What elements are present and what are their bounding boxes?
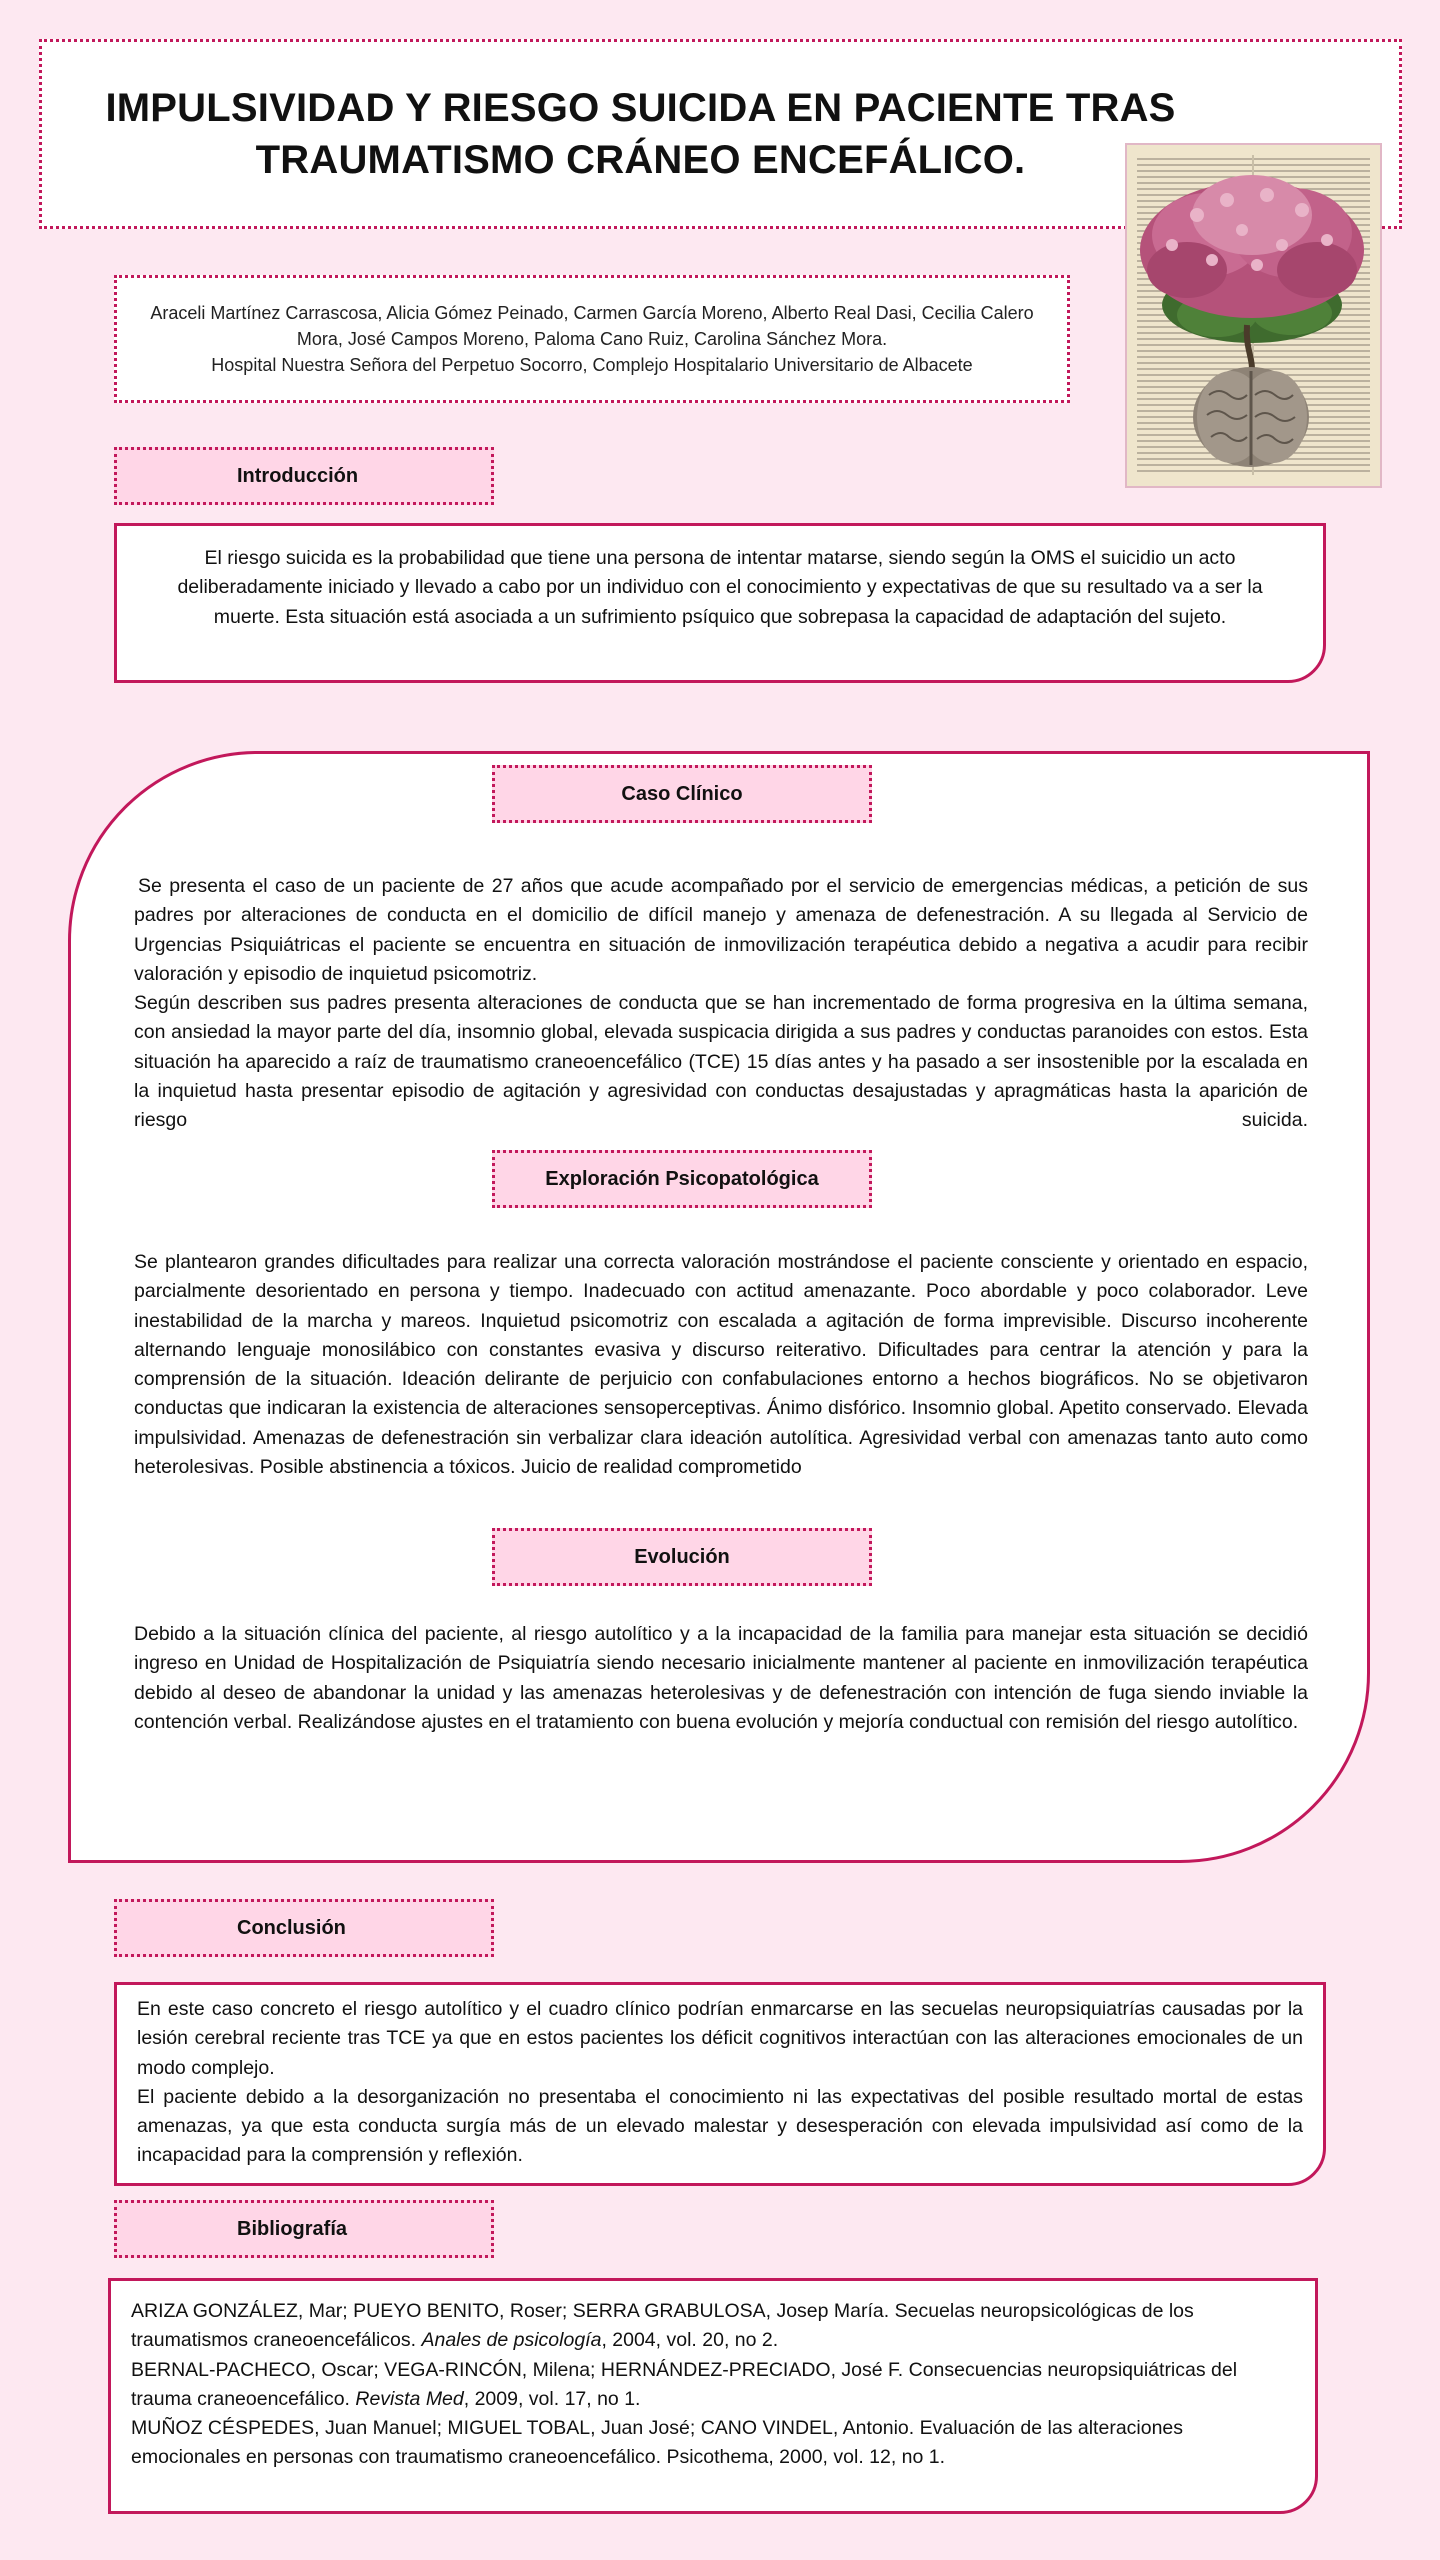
exploration-text: Se plantearon grandes dificultades para realizar una correcta valoración mostrándose el paciente consciente y orientado en espacio, parcialmente desorientado en persona y tiempo. Inadecuado con actitud amenazante. Poco abordable y poco colaborador. Leve inestabilidad de la marcha y mareos. Inquietud psicomotriz con escalada a agitación de forma imprevisible. Discurso incoherente alternando lenguaje monosilábico con constantes evasiva y discurso reiterativo. Dificultades para centrar la atención y para la comprensión de la situación. Ideación delirante de perjuicio con confabulaciones entorno a hechos biográficos. No se objetivaron conductas que indicaran la existencia de alteraciones sensoperceptivas. Ánimo disfórico. Insomnio global. Apetito conservado. Elevada impulsividad. Amenazas de defenestración sin verbalizar clara ideación autolítica. Agresividad verbal con amenazas tanto auto como heterolesivas. Posible abstinencia a tóxicos. Juicio de realidad comprometido [134, 1251, 1308, 1478]
evolution-heading-box [492, 1528, 872, 1586]
conclusion-paragraph-1: En este caso concreto el riesgo autolítico y el cuadro clínico podrían enmarcarse en las secuelas neuropsiquiatrías causadas por la lesión cerebral reciente tras TCE ya que en estos pacientes los déficit cognitivos interactúan con las alteraciones emocionales de un modo complejo. [137, 1998, 1303, 2079]
reference-1: ARIZA GONZÁLEZ, Mar; PUEYO BENITO, Roser; SERRA GRABULOSA, Josep María. Secuelas neuropsicológicas de los traumatismos craneoencefálicos. Anales de psicología, 2004, vol. 20, no 2. [131, 2300, 1194, 2352]
bibliography-heading-box [114, 2200, 494, 2258]
bibliography-box [108, 2278, 1318, 2514]
evolution-text: Debido a la situación clínica del paciente, al riesgo autolítico y a la incapacidad de la familia para manejar esta situación se decidió ingreso en Unidad de Hospitalización de Psiquiatría siendo necesario inicialmente mantener al paciente en inmovilización terapéutica debido al deseo de abandonar la unidad y las amenazas heterolesivas y de defenestración con intención de fuga siendo inviable la contención verbal. Realizándose ajustes en el tratamiento con buena evolución y mejoría conductual con remisión del riesgo autolítico. [134, 1623, 1308, 1733]
case-heading-box [492, 765, 872, 823]
brain-tree-illustration [1125, 143, 1382, 488]
evolution-heading: Evolución [634, 1545, 730, 1568]
intro-heading-box [114, 447, 494, 505]
intro-text: El riesgo suicida es la probabilidad que tiene una persona de intentar matarse, siendo según la OMS el suicidio un acto deliberadamente iniciado y llevado a cabo por un individuo con el conocimiento y expectativas de que su resultado va a ser la muerte. Esta situación está asociada a un sufrimiento psíquico que sobrepasa la capacidad de adaptación del sujeto. [177, 547, 1263, 628]
exploration-heading-box [492, 1150, 872, 1208]
authors-box [114, 275, 1070, 403]
reference-2: BERNAL-PACHECO, Oscar; VEGA-RINCÓN, Milena; HERNÁNDEZ-PRECIADO, José F. Consecuencias neuropsiquiátricas del trauma craneoencefálico. Revista Med, 2009, vol. 17, no 1. [131, 2358, 1238, 2410]
authors-list: Araceli Martínez Carrascosa, Alicia Gómez Peinado, Carmen García Moreno, Alberto Real Dasi, Cecilia Calero Mora, José Campos Moreno, Paloma Cano Ruiz, Carolina Sánchez Mora. [150, 302, 1034, 349]
bibliography-list [131, 2297, 1295, 2473]
exploration-text-block [134, 1248, 1308, 1482]
exploration-heading: Exploración Psicopatológica [545, 1167, 819, 1190]
evolution-text-block [134, 1620, 1308, 1737]
conclusion-heading-box [114, 1899, 494, 1957]
case-text-block [134, 872, 1308, 1135]
hospital-affiliation: Hospital Nuestra Señora del Perpetuo Socorro, Complejo Hospitalario Universitario de Albacete [211, 355, 973, 376]
reference-3: MUÑOZ CÉSPEDES, Juan Manuel; MIGUEL TOBAL, Juan José; CANO VINDEL, Antonio. Evaluación de las alteraciones emocionales en personas con traumatismo craneoencefálico. Psicothema, 2000, vol. 12, no 1. [131, 2417, 1184, 2469]
poster-title: IMPULSIVIDAD Y RIESGO SUICIDA EN PACIENTE TRAS TRAUMATISMO CRÁNEO ENCEFÁLICO. [105, 86, 1176, 182]
conclusion-box [114, 1982, 1326, 2186]
conclusion-paragraph-2: El paciente debido a la desorganización no presentaba el conocimiento ni las expectativas del posible resultado mortal de estas amenazas, ya que esta conducta surgía más de un elevado malestar y desesperación con elevada impulsividad así como de la incapacidad para la comprensión y reflexión. [137, 2085, 1303, 2167]
bibliography-heading: Bibliografía [237, 2217, 348, 2240]
intro-heading: Introducción [237, 464, 359, 487]
case-paragraph-1: Se presenta el caso de un paciente de 27 años que acude acompañado por el servicio de emergencias médicas, a petición de sus padres por alteraciones de conducta en el domicilio de difícil manejo y amenaza de defenestración. A su llegada al Servicio de Urgencias Psiquiátricas el paciente se encuentra en situación de inmovilización terapéutica debido a negativa a acudir para recibir valoración y episodio de inquietud psicomotriz. [134, 875, 1308, 985]
conclusion-heading: Conclusión [237, 1916, 346, 1939]
intro-box [114, 523, 1326, 683]
case-heading: Caso Clínico [621, 782, 743, 805]
case-paragraph-2: Según describen sus padres presenta alteraciones de conducta que se han incrementado de forma progresiva en la última semana, con ansiedad la mayor parte del día, insomnio global, elevada suspicacia dirigida a sus padres y conductas paranoides con estos. Esta situación ha aparecido a raíz de traumatismo craneoencefálico (TCE) 15 días antes y ha pasado a ser insostenible por la escalada en la inquietud hasta presentar episodio de agitación y agresividad con conductas desajustadas y apragmáticas hasta la aparición de riesgo suicida. [134, 992, 1308, 1131]
brain-tree-icon [1127, 145, 1380, 486]
